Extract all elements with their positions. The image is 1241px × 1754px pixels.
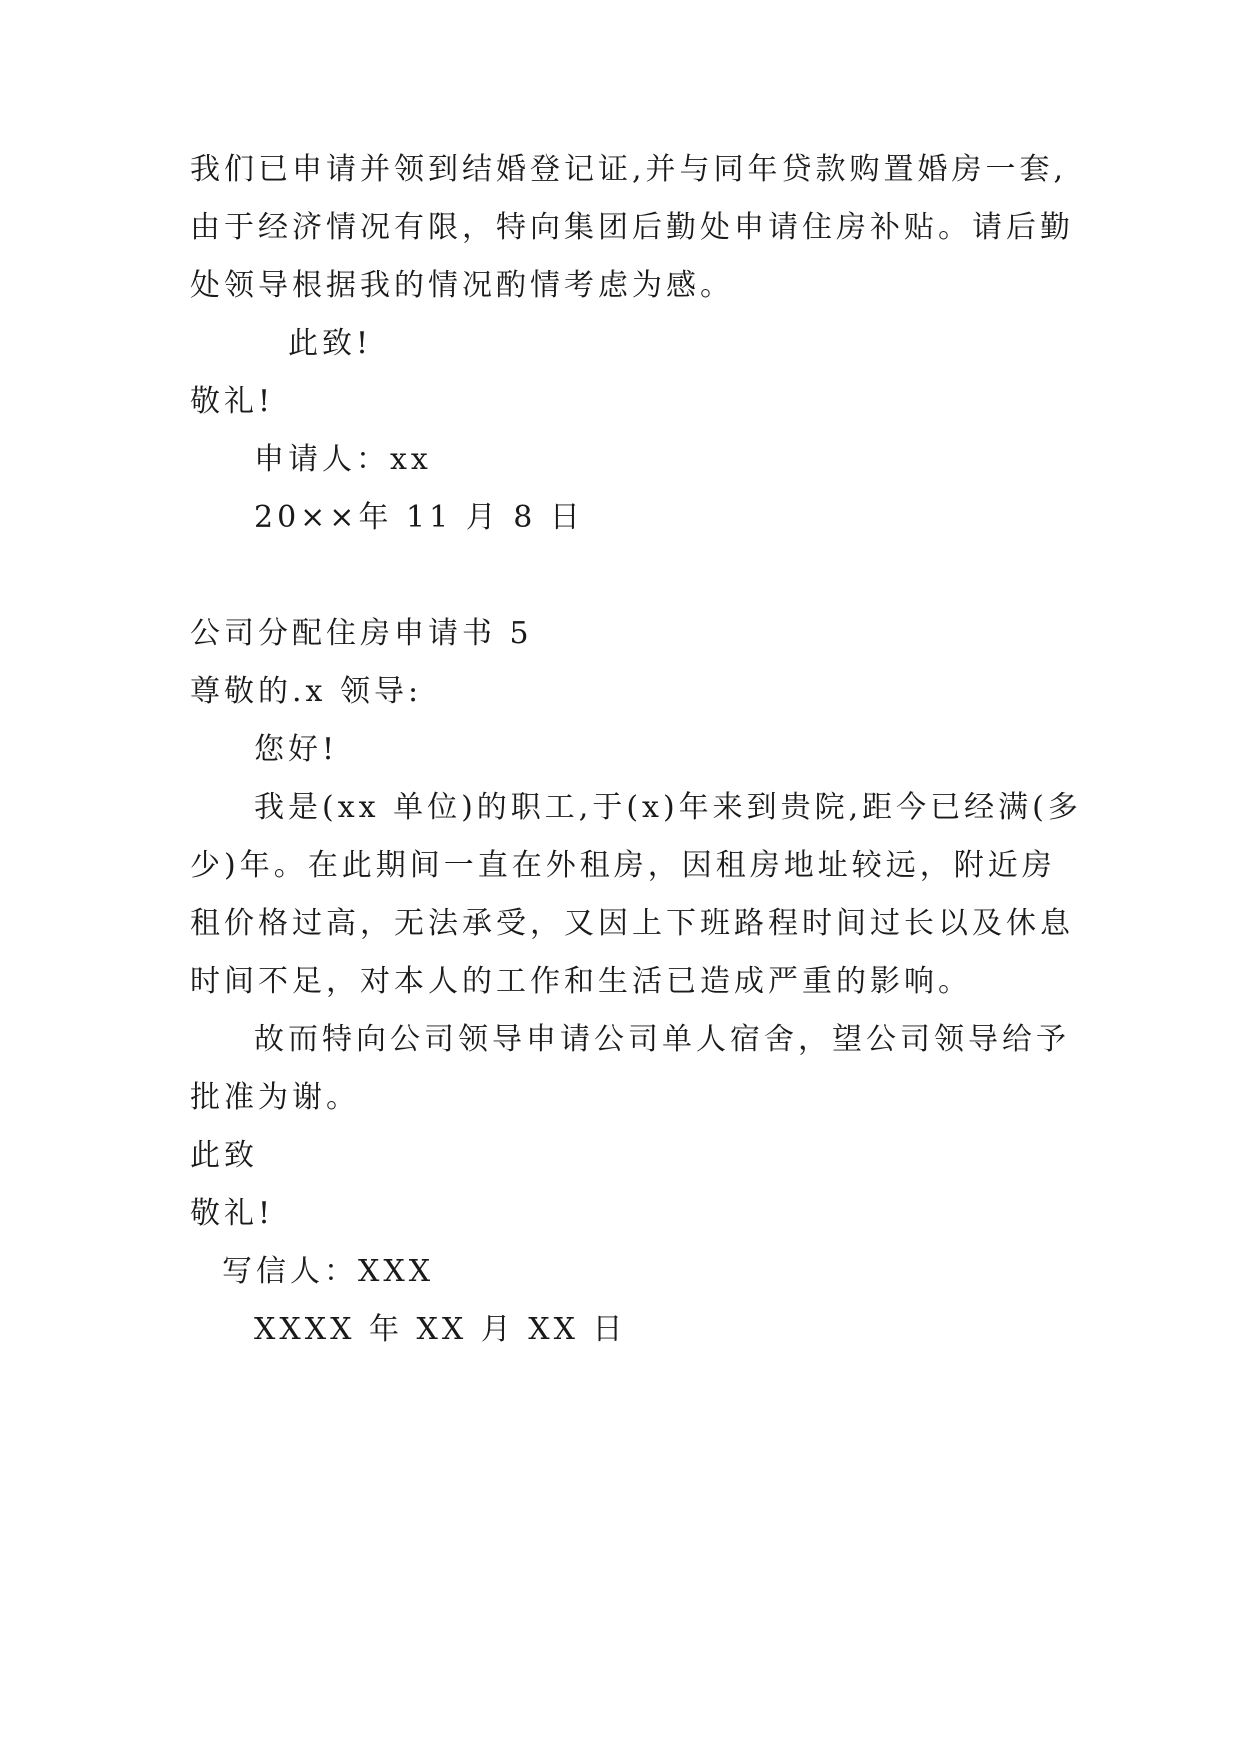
letter2-para2-line-2: 批准为谢。 [190, 1080, 360, 1115]
letter2-writer: 写信人：XXX [222, 1254, 435, 1289]
letter1-date: 20××年 11 月 8 日 [254, 500, 584, 535]
letter2-closing-1: 此致 [190, 1138, 258, 1173]
letter1-closing-1: 此致! [288, 326, 373, 361]
letter2-greeting: 您好! [254, 732, 339, 767]
letter1-closing-2: 敬礼! [190, 384, 275, 419]
letter2-para2-line-1: 故而特向公司领导申请公司单人宿舍，望公司领导给予 [254, 1022, 1070, 1057]
letter2-para1-line-2: 少)年。在此期间一直在外租房，因租房地址较远，附近房 [190, 848, 1056, 883]
letter2-para1-line-1: 我是(xx 单位)的职工,于(x)年来到贵院,距今已经满(多 [254, 790, 1082, 825]
letter2-closing-2: 敬礼! [190, 1196, 275, 1231]
letter2-date: XXXX 年 XX 月 XX 日 [254, 1312, 627, 1347]
letter2-para1-line-3: 租价格过高，无法承受，又因上下班路程时间过长以及休息 [190, 906, 1074, 941]
letter2-title: 公司分配住房申请书 5 [190, 616, 533, 651]
letter1-body-line-3: 处领导根据我的情况酌情考虑为感。 [190, 268, 734, 303]
letter1-applicant: 申请人：xx [254, 442, 432, 477]
letter2-salutation: 尊敬的.x 领导: [190, 674, 423, 709]
letter2-para1-line-4: 时间不足，对本人的工作和生活已造成严重的影响。 [190, 964, 972, 999]
letter1-body-line-2: 由于经济情况有限，特向集团后勤处申请住房补贴。请后勤 [190, 210, 1074, 245]
letter1-body-line-1: 我们已申请并领到结婚登记证,并与同年贷款购置婚房一套, [190, 152, 1068, 187]
